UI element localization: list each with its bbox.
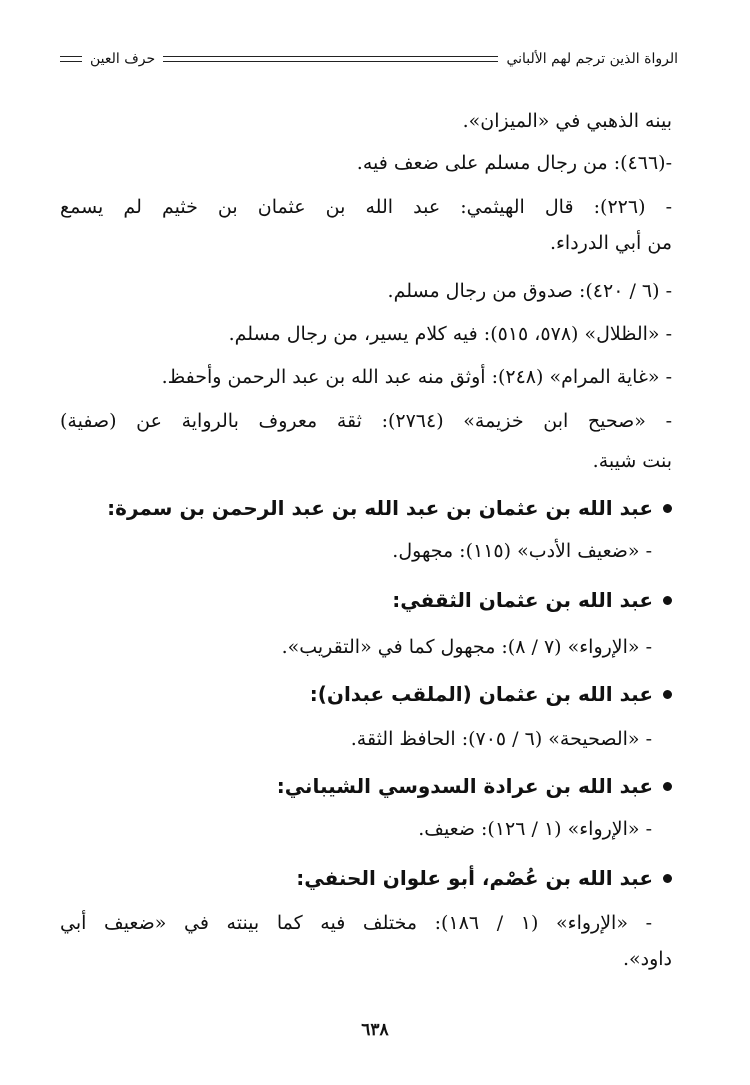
bullet-icon: [663, 782, 672, 791]
entry-note-continued: داود».: [622, 948, 672, 970]
entry-note: - «ضعيف الأدب» (١١٥): مجهول.: [392, 540, 652, 562]
bullet-icon: [663, 690, 672, 699]
page-number: ٦٣٨: [361, 1020, 389, 1040]
header-rule: [163, 56, 498, 62]
bullet-icon: [663, 874, 672, 883]
entry-heading-text: عبد الله بن عثمان (الملقب عبدان):: [309, 682, 653, 706]
text-line: - «صحيح ابن خزيمة» (٢٧٦٤): ثقة معروف بالرواية عن (صفية): [60, 410, 672, 432]
entry-heading-text: عبد الله بن عُصْم، أبو علوان الحنفي:: [296, 866, 653, 890]
text-line: من أبي الدرداء.: [549, 232, 672, 254]
entry-heading-text: عبد الله بن عثمان الثقفي:: [392, 588, 653, 612]
bullet-icon: [663, 596, 672, 605]
chapter-title: حرف العين: [90, 51, 156, 67]
entry-note: - «الإرواء» (١ / ١٨٦): مختلف فيه كما بينته في «ضعيف أبي: [60, 912, 652, 934]
text-line: - «غاية المرام» (٢٤٨): أوثق منه عبد الله بن عبد الرحمن وأحفظ.: [161, 366, 672, 388]
text-line: - (٦ / ٤٢٠): صدوق من رجال مسلم.: [387, 280, 672, 302]
entry-note: - «الإرواء» (٧ / ٨): مجهول كما في «التقريب».: [281, 636, 652, 658]
entry-heading: [277, 774, 672, 798]
entry-heading: [107, 496, 672, 520]
text-line: - «الظلال» (٥٧٨، ٥١٥): فيه كلام يسير، من رجال مسلم.: [228, 323, 672, 345]
entry-note: - «الصحيحة» (٦ / ٧٠٥): الحافظ الثقة.: [350, 728, 652, 750]
text-line: بينه الذهبي في «الميزان».: [462, 110, 672, 132]
entry-heading-text: عبد الله بن عثمان بن عبد الله بن عبد الرحمن بن سمرة:: [107, 496, 653, 520]
text-line: بنت شيبة.: [592, 450, 672, 472]
entry-heading-text: عبد الله بن عرادة السدوسي الشيباني:: [276, 774, 653, 798]
entry-heading: [296, 866, 672, 890]
text-line: -(٤٦٦): من رجال مسلم على ضعف فيه.: [356, 152, 672, 174]
entry-note: - «الإرواء» (١ / ١٢٦): ضعيف.: [418, 818, 652, 840]
entry-heading: [392, 588, 672, 612]
bullet-icon: [663, 504, 672, 513]
entry-heading: [310, 682, 672, 706]
running-header: [60, 46, 678, 72]
header-rule-end: [60, 56, 82, 62]
book-title: الرواة الذين ترجم لهم الألباني: [506, 51, 678, 67]
text-line: - (٢٢٦): قال الهيثمي: عبد الله بن عثمان بن خثيم لم يسمع: [60, 196, 673, 218]
